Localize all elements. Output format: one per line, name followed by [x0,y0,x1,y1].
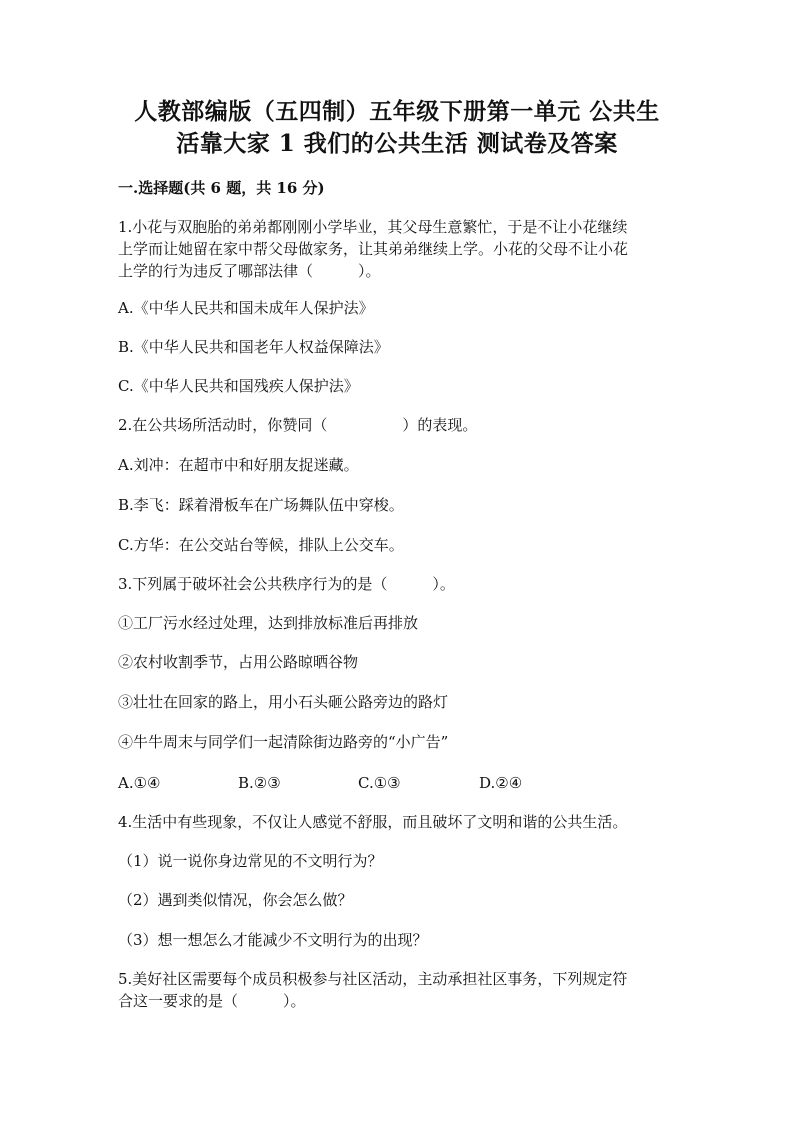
question-1-option-a: A.《中华人民共和国未成年人保护法》 [118,299,374,317]
question-3-choice-b: B.②③ [238,774,281,792]
question-1-option-b: B.《中华人民共和国老年人权益保障法》 [118,338,389,356]
question-3-item-2: ②农村收割季节，占用公路晾晒谷物 [118,653,359,671]
title-line-1: 人教部编版（五四制）五年级下册第一单元 公共生 [134,98,660,125]
question-3-stem: 3.下列属于破坏社会公共秩序行为的是（ ）。 [118,575,455,593]
question-1-stem [118,216,683,282]
question-4-sub-3: （3）想一想怎么才能减少不文明行为的出现？ [118,931,428,949]
section-heading: 一.选择题(共 6 题，共 16 分) [118,179,325,197]
question-3-choice-a: A.①④ [118,774,161,792]
question-5-stem [118,968,683,1012]
question-2-option-a: A.刘冲：在超市中和好朋友捉迷藏。 [118,456,359,474]
document-title [0,96,794,160]
question-3-choice-d: D.②④ [479,774,523,792]
question-1-line-3: 上学的行为违反了哪部法律（ ）。 [118,262,381,280]
question-1-line-1: 1.小花与双胞胎的弟弟都刚刚小学毕业，其父母生意繁忙，于是不让小花继续 [118,218,628,236]
question-4-sub-1: （1）说一说你身边常见的不文明行为？ [118,852,383,870]
question-3-item-1: ①工厂污水经过处理，达到排放标准后再排放 [118,614,419,632]
question-1-line-2: 上学而让她留在家中帮父母做家务，让其弟弟继续上学。小花的父母不让小花 [118,240,629,258]
title-line-2: 活靠大家 1 我们的公共生活 测试卷及答案 [176,130,618,157]
question-5-line-2: 合这一要求的是（ ）。 [118,992,306,1010]
question-3-choice-c: C.①③ [358,774,401,792]
question-2-stem: 2.在公共场所活动时，你赞同（ ）的表现。 [118,416,478,434]
question-3-item-3: ③壮壮在回家的路上，用小石头砸公路旁边的路灯 [118,693,449,711]
question-5-line-1: 5.美好社区需要每个成员积极参与社区活动，主动承担社区事务，下列规定符 [118,970,628,988]
question-2-option-c: C.方华：在公交站台等候，排队上公交车。 [118,536,404,554]
question-2-option-b: B.李飞：踩着滑板车在广场舞队伍中穿梭。 [118,496,404,514]
question-1-option-c: C.《中华人民共和国残疾人保护法》 [118,377,359,395]
question-3-item-4: ④牛牛周末与同学们一起清除街边路旁的“小广告” [118,733,449,751]
question-4-stem: 4.生活中有些现象，不仅让人感觉不舒服，而且破坏了文明和谐的公共生活。 [118,813,628,831]
question-4-sub-2: （2）遇到类似情况，你会怎么做？ [118,891,353,909]
